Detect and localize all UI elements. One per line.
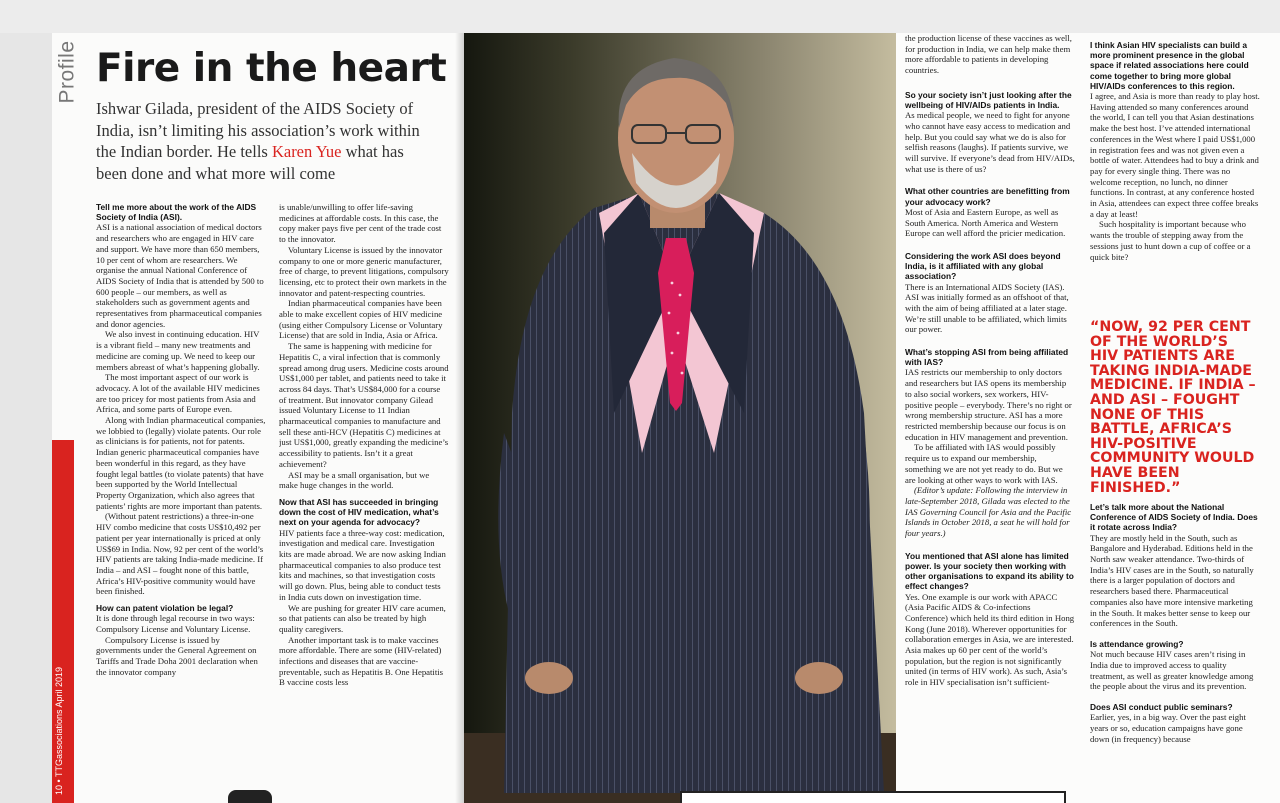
body-paragraph: Yes. One example is our work with APACC (Asia Pacific AIDS & Co-infections Conference) which held its third edition in Hong Kong (June 2018). Wherever opportunities for collaboration emerges in Asia, we are interested. Asia makes up 60 per cent of the world’s population, but the region is not significantly united (in terms of HIV work). As such, Asia’s role in HIV specialisation isn’t sufficient-: [905, 591, 1075, 688]
question-heading: Is attendance growing?: [1090, 638, 1184, 649]
body-paragraph: Along with Indian pharmaceutical companies, we lobbied to (legally) violate patents. Our role as clinicians is for patients, not for patents. Indian generic pharmaceutical companies have been wonderful in this regard, as they have fought legal battles (to violate patents) that have been supported by the World Intellectual Property Organization, which also agrees that patients’ rights are more important than patents.: [96, 415, 266, 511]
next-page-heading-fragment: [228, 790, 272, 803]
editors-update: [905, 485, 1075, 539]
body-paragraph: IAS restricts our membership to only doctors and researchers but IAS opens its membership to also social workers, sex workers, HIV-positive people – everybody. There’s no right or wrong membership structure. ASI has a more restricted membership because our focus is on education in HIV management and prevention.: [905, 367, 1072, 442]
body-paragraph: HIV patients face a three-way cost: medication, investigation and medical care. Investigation kits are made abroad. We are now asking Indian pharmaceutical companies to also produce test kits and machines, so that investigation costs will go down. Plus, being able to conduct tests in India cuts down on investigation time.: [279, 527, 446, 602]
question-heading: Tell me more about the work of the AIDS Society of India (ASI).: [96, 202, 257, 223]
body-paragraph: Earlier, yes, in a big way. Over the past eight years or so, education campaigns have gone down (in frequency) because: [1090, 712, 1246, 744]
body-paragraph: Most of Asia and Eastern Europe, as well as South America. North America and Western Europe can well afford the pricier medication.: [905, 206, 1066, 239]
standfirst-tail: what has been done and what more will come: [96, 142, 404, 183]
body-paragraph: the production license of these vaccines as well, for production in India, we can help make them more affordable to patients in developing countries.: [905, 33, 1072, 76]
body-paragraph: ASI is a national association of medical doctors and researchers who are engaged in HIV care and support. We have more than 650 members, 10 per cent of whom are researchers. We organise the annual National Conference of AIDS Society of India that is attended by 500 to 600 people – our members, as well as stakeholders such as government agents and representatives from pharmaceutical companies and donor agencies.: [96, 222, 264, 329]
body-paragraph: To be affiliated with IAS would possibly require us to expand our membership, something we are not yet ready to do. But we are looking at other ways to work with IAS.: [905, 442, 1063, 485]
body-paragraph: We also invest in continuing education. HIV is a vibrant field – many new treatments and medicine are coming up. We need to keep our members abreast of what’s happening globally.: [96, 329, 260, 372]
body-paragraph: They are mostly held in the South, such as Bangalore and Hyderabad. Editions held in the North saw weaker attendance. Two-thirds of India’s HIV cases are in the South, so naturally there is a larger population of doctors and researchers based there. Pharmaceutical companies also have more intensive marketing in the South. It makes better sense to keep our conferences in the South.: [1090, 532, 1254, 629]
question-heading: Now that ASI has succeeded in bringing down the cost of HIV medication, what’s next on your agenda for advocacy?: [279, 496, 439, 528]
next-page-box-fragment: [680, 791, 1066, 803]
standfirst-author: Karen Yue: [271, 142, 342, 161]
folio: 10 • TTGassociations April 2019: [54, 666, 64, 795]
question-heading: Considering the work ASI does beyond India, is it affiliated with any global association?: [905, 250, 1061, 282]
body-paragraph: It is done through legal recourse in two ways: Compulsory License and Voluntary License.: [96, 613, 255, 634]
question-heading: How can patent violation be legal?: [96, 603, 234, 614]
section-tab: [54, 36, 82, 108]
article-column-4-top: [1090, 40, 1260, 315]
question-heading: You mentioned that ASI alone has limited power. Is your society then working with other organisations to expand its ability to effect changes?: [905, 550, 1074, 592]
question-heading: So your society isn’t just looking after the wellbeing of HIV/AIDs patients in India.: [905, 89, 1072, 111]
body-paragraph: ASI may be a small organisation, but we make huge changes in the world.: [279, 469, 430, 491]
question-heading: Does ASI conduct public seminars?: [1090, 701, 1233, 712]
question-heading: Let’s talk more about the National Conference of AIDS Society of India. Does it rotate across India?: [1090, 502, 1258, 533]
body-paragraph: As medical people, we need to fight for anyone who cannot have easy access to medication and help. But you could say what we do is also for selfish reasons (laughs). If patients survive, we will survive. If everyone’s dead from HIV/AIDs, what use is there of us?: [905, 110, 1075, 174]
question-heading: I think Asian HIV specialists can build a more prominent presence in the global space if related associations here could come together to bring more global HIV/AIDs conferences to this region.: [1090, 40, 1249, 91]
article-column-4-bottom: [1090, 502, 1260, 785]
body-paragraph: (Without patent restrictions) a three-in-one HIV combo medicine that costs US$10,492 per patient per year internationally is priced at only US$69 in India. Now, 92 per cent of the world’s HIV patients are taking India-made medicine. If India – and ASI – fought none of this battle, Africa’s HIV-positive community would have been finished.: [96, 511, 264, 597]
question-heading: What other countries are benefitting from your advocacy work?: [905, 186, 1070, 207]
body-paragraph: I agree, and Asia is more than ready to play host. Having attended so many conferences around the world, I can tell you that Asian destinations make the best host. I’ve attended international conferences in the West where I paid US$1,000 in registration fees and was not given even a bottle of water. Attendees had to buy a drink and pay for every single thing. There was no welcome reception, no lunch, no dinner functions. In contrast, at any conference hosted in Asia, attendees can expect three coffee breaks a day at least!: [1090, 91, 1260, 219]
body-paragraph: Another important task is to make vaccines more affordable. There are some (HIV-related) infections and diseases that are vaccine-preventable, such as Hepatitis B. One Hepatitis B vaccine costs less: [279, 634, 444, 688]
article-column-3: [905, 33, 1075, 783]
portrait-photo: [464, 33, 896, 803]
article-column-1: [96, 202, 266, 782]
editors-update-text: (Editor’s update: Following the interview in late-September 2018, Gilada was elected to the IAS Governing Council for Asia and the Pacific Islands in October 2018, a seat he will hold for four years.): [905, 485, 1072, 539]
headline: Fire in the heart: [96, 46, 447, 91]
portrait-illustration: [464, 33, 896, 803]
section-tab-label: Profile: [56, 40, 79, 104]
body-paragraph: Voluntary License is issued by the innovator company to one or more generic manufacturer, free of charge, to prevent litigations, compulsory licensing, etc to protect their own markets in the innovator and patent-respecting countries.: [279, 244, 449, 298]
question-heading: What’s stopping ASI from being affiliated with IAS?: [905, 347, 1069, 368]
standfirst: [96, 98, 426, 184]
article-column-2: [279, 202, 449, 782]
body-paragraph: Not much because HIV cases aren’t rising in India due to improved access to quality treatment, as well as greater knowledge among the people about the virus and its prevention.: [1090, 649, 1254, 692]
body-paragraph: Such hospitality is important because who wants the trouble of stepping away from the sessions just to hunt down a cup of coffee or a quick bite?: [1090, 219, 1251, 262]
body-paragraph: We are pushing for greater HIV care acumen, so that patients can also be treated by high quality caregivers.: [279, 602, 446, 634]
pull-quote: “NOW, 92 PER CENT OF THE WORLD’S HIV PATIENTS ARE TAKING INDIA-MADE MEDICINE. IF INDIA – AND ASI – FOUGHT NONE OF THIS BATTLE, AFRICA’S HIV-POSITIVE COMMUNITY WOULD HAVE BEEN FINISHED.”: [1090, 319, 1256, 496]
body-paragraph: is unable/unwilling to offer life-saving medicines at affordable costs. In this case, the copy maker pays five per cent of the trade cost to the innovator.: [279, 202, 442, 245]
body-paragraph: There is an International AIDS Society (IAS). ASI was initially formed as an offshoot of that, with the aim of being affiliated at a later stage. We’re still unable to be affiliated, which limits our power.: [905, 281, 1069, 335]
standfirst-lead: Ishwar Gilada, president of the AIDS Society of India, isn’t limiting his association’s work within the Indian border. He tells: [96, 99, 420, 161]
body-paragraph: Compulsory License is issued by governments under the General Agreement on Tariffs and Trade Doha 2001 declaration when the innovator company: [96, 634, 258, 677]
body-paragraph: The most important aspect of our work is advocacy. A lot of the available HIV medicines are too pricey for most patients from Asia and Africa, and some parts of Europe even.: [96, 372, 260, 415]
body-paragraph: Indian pharmaceutical companies have been able to make excellent copies of HIV medicine (using either Compulsory License or Voluntary License) that are sold in India, Asia or Africa.: [279, 298, 443, 341]
body-paragraph: The same is happening with medicine for Hepatitis C, a viral infection that is commonly spread among drug users. Medicine costs around US$1,000 per tablet, and patients need to take it across 84 days. That’s US$84,000 for a course of treatment. But innovator company Gilead issued Voluntary License to 11 Indian pharmaceutical companies to manufacture and sell these anti-HCV (Hepatitis C) medicines at just US$1,000, greatly expanding the medicine’s accessibility to patients. Isn’t it a great achievement?: [279, 341, 449, 469]
browser-top-gap: [0, 0, 1280, 33]
